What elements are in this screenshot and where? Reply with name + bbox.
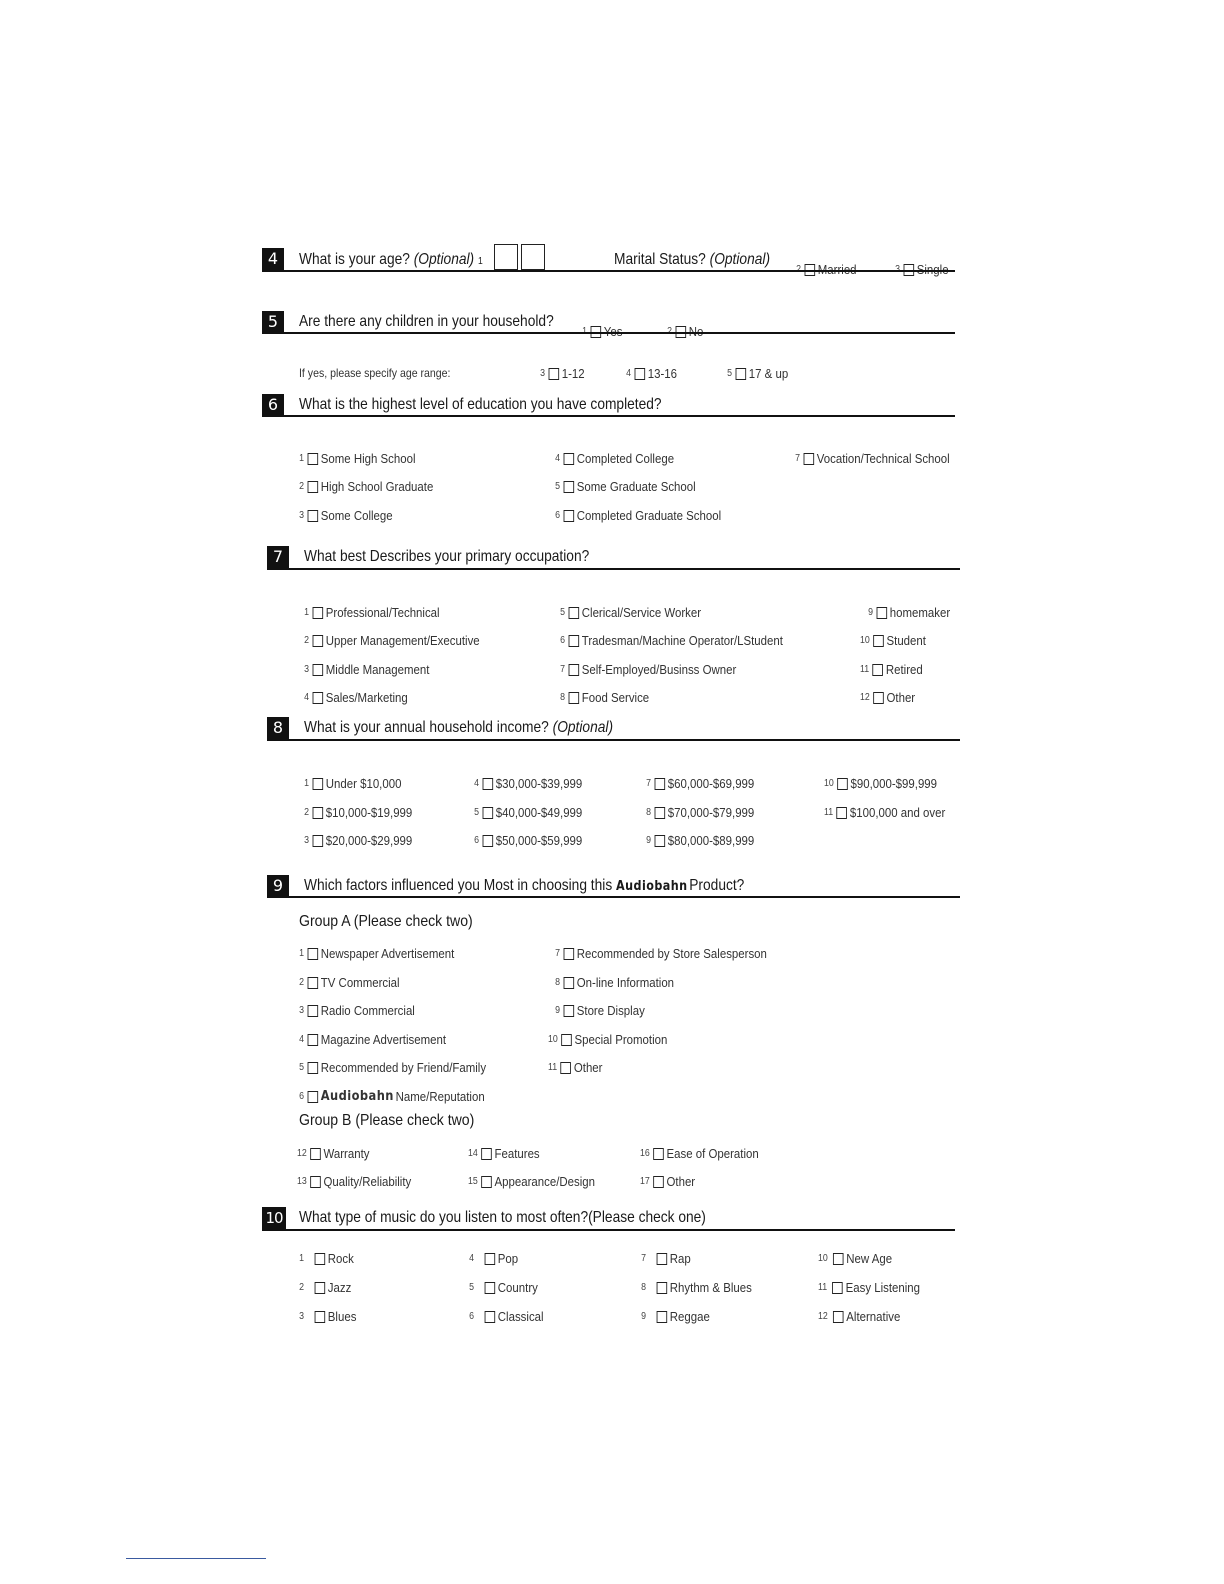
option-number: 4	[555, 453, 561, 464]
option-number: 3	[304, 835, 310, 846]
income-option[interactable]	[472, 776, 582, 791]
option-number: 10	[548, 1034, 558, 1045]
option-label: Other	[886, 690, 916, 705]
age-optional: (Optional)	[413, 251, 475, 268]
option-number: 9	[868, 607, 874, 618]
age-range-option-17-up[interactable]	[725, 366, 788, 381]
music-option[interactable]	[818, 1309, 900, 1324]
option-label: $20,000-$29,999	[325, 833, 413, 848]
age-digit-field-1[interactable]	[494, 244, 518, 270]
option-number: 1	[299, 948, 305, 959]
option-label: Some High School	[320, 451, 416, 466]
question-9-text	[304, 877, 744, 895]
factor-option[interactable]	[297, 1174, 411, 1189]
option-label: TV Commercial	[320, 975, 400, 990]
checkbox[interactable]	[313, 778, 324, 790]
music-option[interactable]	[639, 1251, 691, 1266]
checkbox[interactable]	[483, 807, 494, 819]
option-number: 4	[304, 692, 310, 703]
option-label: Some Graduate School	[576, 479, 696, 494]
question-4-text	[299, 251, 483, 269]
option-number: 1	[304, 778, 310, 789]
option-label: Self-Employed/Businss Owner	[581, 662, 737, 677]
option-number: 7	[646, 778, 652, 789]
education-option[interactable]	[553, 508, 721, 523]
checkbox[interactable]	[308, 1062, 319, 1074]
option-number: 6	[560, 635, 566, 646]
option-label: Under $10,000	[325, 776, 402, 791]
education-option[interactable]	[297, 479, 433, 494]
group-a-heading: Group A (Please check two)	[299, 913, 473, 930]
brand-logo-text: Audiobahn	[616, 879, 688, 894]
factor-option[interactable]	[297, 1146, 369, 1161]
option-number: 3	[304, 664, 310, 675]
checkbox[interactable]	[635, 368, 646, 380]
checkbox[interactable]	[313, 664, 324, 676]
factor-option[interactable]	[468, 1146, 540, 1161]
option-number: 4	[299, 1034, 305, 1045]
occupation-option[interactable]	[860, 633, 926, 648]
occupation-option[interactable]	[302, 633, 480, 648]
music-option[interactable]	[467, 1280, 538, 1295]
option-label: 13-16	[647, 366, 678, 381]
option-label: Appearance/Design	[494, 1174, 596, 1189]
question-5-text: Are there any children in your household?	[299, 313, 554, 330]
option-label: Clerical/Service Worker	[581, 605, 702, 620]
income-option[interactable]	[472, 805, 582, 820]
checkbox[interactable]	[832, 1282, 843, 1294]
option-label: Rap	[669, 1251, 691, 1266]
marital-question	[614, 251, 770, 269]
option-label: Rhythm & Blues	[669, 1280, 752, 1295]
option-number: 3	[299, 510, 305, 521]
q7-rule	[267, 568, 960, 570]
option-number: 7	[795, 453, 801, 464]
age-code: 1	[477, 256, 483, 267]
checkbox[interactable]	[313, 807, 324, 819]
factors-question: Which factors influenced you Most in choosing this	[304, 877, 613, 894]
option-label: Professional/Technical	[325, 605, 440, 620]
option-label: $80,000-$89,999	[667, 833, 755, 848]
checkbox[interactable]	[653, 1176, 664, 1188]
income-question: What is your annual household income?	[304, 719, 549, 736]
option-label: Other	[666, 1174, 696, 1189]
checkbox[interactable]	[485, 1311, 496, 1323]
q8-rule	[267, 739, 960, 741]
option-label: Easy Listening	[845, 1280, 921, 1295]
option-label: Pop	[497, 1251, 519, 1266]
checkbox[interactable]	[564, 1005, 575, 1017]
option-number: 10	[824, 778, 834, 789]
option-label: $10,000-$19,999	[325, 805, 413, 820]
marital-optional: (Optional)	[709, 251, 771, 268]
option-number: 9	[641, 1311, 647, 1322]
option-number: 8	[646, 807, 652, 818]
checkbox[interactable]	[485, 1282, 496, 1294]
option-label: Features	[494, 1146, 540, 1161]
footer-divider	[126, 1558, 266, 1559]
option-label: Tradesman/Machine Operator/LStudent	[581, 633, 783, 648]
option-number: 12	[860, 692, 870, 703]
option-label: Food Service	[581, 690, 650, 705]
checkbox[interactable]	[561, 1034, 572, 1046]
checkbox[interactable]	[873, 692, 884, 704]
option-label: Sales/Marketing	[325, 690, 408, 705]
checkbox[interactable]	[569, 692, 580, 704]
option-number: 4	[469, 1253, 475, 1264]
option-number: 9	[555, 1005, 561, 1016]
checkbox[interactable]	[308, 481, 319, 493]
option-number: 8	[555, 977, 561, 988]
factor-option[interactable]	[553, 1003, 645, 1018]
option-label: homemaker	[889, 605, 951, 620]
option-number: 2	[299, 977, 305, 988]
factor-option[interactable]	[553, 975, 674, 990]
option-number: 5	[560, 607, 566, 618]
option-label: Name/Reputation	[395, 1089, 485, 1104]
checkbox[interactable]	[483, 778, 494, 790]
music-option[interactable]	[818, 1251, 892, 1266]
occupation-option[interactable]	[302, 662, 429, 677]
question-6-text: What is the highest level of education you have completed?	[299, 396, 662, 413]
age-question: What is your age?	[299, 251, 410, 268]
q5-rule	[262, 332, 955, 334]
option-label: 17 & up	[748, 366, 789, 381]
option-number: 5	[474, 807, 480, 818]
checkbox[interactable]	[481, 1148, 492, 1160]
checkbox[interactable]	[485, 1253, 496, 1265]
option-number: 5	[299, 1062, 305, 1073]
question-7-text: What best Describes your primary occupation?	[304, 548, 590, 565]
education-option[interactable]	[297, 451, 416, 466]
option-label: New Age	[846, 1251, 893, 1266]
question-10-number: 10	[262, 1207, 286, 1229]
checkbox[interactable]	[655, 778, 666, 790]
option-label: Country	[497, 1280, 538, 1295]
checkbox[interactable]	[569, 607, 580, 619]
option-number: 2	[304, 807, 310, 818]
occupation-option[interactable]	[860, 662, 923, 677]
option-number: 2	[299, 481, 305, 492]
option-number: 5	[727, 368, 733, 379]
option-number: 5	[469, 1282, 475, 1293]
option-label: Recommended by Store Salesperson	[576, 946, 767, 961]
option-number: 7	[641, 1253, 647, 1264]
option-label: Vocation/Technical School	[816, 451, 950, 466]
checkbox[interactable]	[564, 481, 575, 493]
checkbox[interactable]	[561, 1062, 572, 1074]
option-number: 12	[297, 1148, 307, 1159]
option-label: Other	[573, 1060, 603, 1075]
checkbox[interactable]	[837, 807, 848, 819]
education-option[interactable]	[297, 508, 393, 523]
option-number: 6	[555, 510, 561, 521]
option-number: 14	[468, 1148, 478, 1159]
option-label: Middle Management	[325, 662, 430, 677]
checkbox[interactable]	[653, 1148, 664, 1160]
income-option[interactable]	[302, 776, 401, 791]
option-label: Jazz	[327, 1280, 352, 1295]
income-option[interactable]	[302, 833, 412, 848]
factor-option[interactable]	[297, 1060, 486, 1075]
checkbox[interactable]	[564, 453, 575, 465]
checkbox[interactable]	[313, 835, 324, 847]
factor-option[interactable]	[297, 1089, 485, 1104]
option-label: $100,000 and over	[849, 805, 946, 820]
option-number: 1	[299, 453, 305, 464]
income-option[interactable]	[644, 805, 754, 820]
checkbox[interactable]	[833, 1253, 844, 1265]
option-label: Newspaper Advertisement	[320, 946, 455, 961]
income-option[interactable]	[824, 805, 945, 820]
option-label: High School Graduate	[320, 479, 434, 494]
brand-logo-text: Audiobahn	[320, 1089, 394, 1104]
marital-question-label: Marital Status?	[614, 251, 706, 268]
checkbox[interactable]	[308, 977, 319, 989]
checkbox[interactable]	[308, 948, 319, 960]
checkbox[interactable]	[564, 977, 575, 989]
checkbox[interactable]	[657, 1253, 668, 1265]
occupation-option[interactable]	[860, 690, 915, 705]
option-number: 11	[860, 664, 870, 675]
option-number: 5	[555, 481, 561, 492]
age-digit-field-2[interactable]	[521, 244, 545, 270]
question-10-text: What type of music do you listen to most often?(Please check one)	[299, 1209, 706, 1226]
checkbox[interactable]	[313, 635, 324, 647]
option-number: 7	[555, 948, 561, 959]
checkbox[interactable]	[837, 778, 848, 790]
income-option[interactable]	[644, 776, 754, 791]
age-range-option-13-16[interactable]	[624, 366, 677, 381]
option-number: 3	[299, 1311, 305, 1322]
option-label: $40,000-$49,999	[495, 805, 583, 820]
checkbox[interactable]	[308, 1091, 319, 1103]
checkbox[interactable]	[569, 635, 580, 647]
checkbox[interactable]	[310, 1148, 321, 1160]
checkbox[interactable]	[655, 835, 666, 847]
option-label: Blues	[327, 1309, 357, 1324]
option-label: Alternative	[846, 1309, 901, 1324]
option-number: 1	[299, 1253, 305, 1264]
question-4-number: 4	[262, 248, 284, 270]
option-label: Completed College	[576, 451, 675, 466]
option-number: 12	[818, 1311, 828, 1322]
option-label: Classical	[497, 1309, 544, 1324]
option-number: 11	[548, 1062, 558, 1073]
income-option[interactable]	[472, 833, 582, 848]
option-number: 9	[646, 835, 652, 846]
occupation-option[interactable]	[558, 690, 649, 705]
option-number: 3	[540, 368, 546, 379]
checkbox[interactable]	[833, 1311, 844, 1323]
q10-rule	[262, 1229, 955, 1231]
option-number: 10	[818, 1253, 828, 1264]
music-option[interactable]	[639, 1280, 752, 1295]
q4-rule	[262, 270, 955, 272]
checkbox[interactable]	[564, 948, 575, 960]
checkbox[interactable]	[308, 453, 319, 465]
option-label: Magazine Advertisement	[320, 1032, 447, 1047]
option-label: Special Promotion	[574, 1032, 668, 1047]
option-number: 11	[824, 807, 834, 818]
q6-rule	[262, 415, 955, 417]
option-number: 8	[641, 1282, 647, 1293]
option-number: 4	[626, 368, 632, 379]
checkbox[interactable]	[877, 607, 888, 619]
option-label: Warranty	[323, 1146, 370, 1161]
checkbox[interactable]	[315, 1311, 326, 1323]
option-number: 11	[818, 1282, 828, 1293]
factor-option[interactable]	[297, 975, 400, 990]
checkbox[interactable]	[804, 453, 815, 465]
music-option[interactable]	[297, 1309, 356, 1324]
education-option[interactable]	[553, 479, 696, 494]
option-label: Student	[886, 633, 926, 648]
factor-option[interactable]	[640, 1174, 695, 1189]
checkbox[interactable]	[315, 1282, 326, 1294]
music-option[interactable]	[467, 1251, 518, 1266]
option-label: $70,000-$79,999	[667, 805, 755, 820]
checkbox[interactable]	[655, 807, 666, 819]
question-6-number: 6	[262, 394, 284, 416]
music-option[interactable]	[297, 1280, 351, 1295]
option-label: 1-12	[561, 366, 585, 381]
education-option[interactable]	[553, 451, 674, 466]
q9-rule	[267, 896, 960, 898]
question-8-text	[304, 719, 613, 737]
checkbox[interactable]	[315, 1253, 326, 1265]
option-label: $60,000-$69,999	[667, 776, 755, 791]
music-option[interactable]	[297, 1251, 354, 1266]
music-option[interactable]	[467, 1309, 544, 1324]
option-label: Completed Graduate School	[576, 508, 722, 523]
income-optional: (Optional)	[552, 719, 614, 736]
question-9-number: 9	[267, 875, 289, 897]
checkbox[interactable]	[873, 664, 884, 676]
option-number: 10	[860, 635, 870, 646]
option-label: Reggae	[669, 1309, 710, 1324]
question-8-number: 8	[267, 717, 289, 739]
group-b-heading: Group B (Please check two)	[299, 1112, 475, 1129]
checkbox[interactable]	[736, 368, 747, 380]
checkbox[interactable]	[308, 510, 319, 522]
option-label: $50,000-$59,999	[495, 833, 583, 848]
checkbox[interactable]	[569, 664, 580, 676]
checkbox[interactable]	[564, 510, 575, 522]
option-label: Ease of Operation	[666, 1146, 759, 1161]
occupation-option[interactable]	[558, 662, 736, 677]
occupation-option[interactable]	[558, 633, 783, 648]
option-label: Radio Commercial	[320, 1003, 415, 1018]
factor-option[interactable]	[297, 1003, 415, 1018]
question-5-number: 5	[262, 311, 284, 333]
option-label: Quality/Reliability	[323, 1174, 412, 1189]
option-number: 6	[299, 1091, 305, 1102]
question-7-number: 7	[267, 546, 289, 568]
option-label: On-line Information	[576, 975, 675, 990]
option-number: 6	[474, 835, 480, 846]
factor-option[interactable]	[297, 1032, 446, 1047]
checkbox[interactable]	[549, 368, 560, 380]
option-label: Rock	[327, 1251, 354, 1266]
option-number: 2	[304, 635, 310, 646]
age-range-option-1-12[interactable]	[538, 366, 585, 381]
age-range-label: If yes, please specify age range:	[299, 366, 451, 380]
checkbox[interactable]	[308, 1034, 319, 1046]
music-option[interactable]	[818, 1280, 920, 1295]
option-number: 2	[299, 1282, 305, 1293]
option-label: $30,000-$39,999	[495, 776, 583, 791]
checkbox[interactable]	[483, 835, 494, 847]
option-label: Upper Management/Executive	[325, 633, 480, 648]
occupation-option[interactable]	[866, 605, 950, 620]
music-option[interactable]	[639, 1309, 710, 1324]
checkbox[interactable]	[308, 1005, 319, 1017]
factor-option[interactable]	[553, 946, 767, 961]
option-number: 7	[560, 664, 566, 675]
option-label: Retired	[885, 662, 923, 677]
factors-question-end: Product?	[689, 877, 745, 894]
option-label: $90,000-$99,999	[850, 776, 938, 791]
education-option[interactable]	[793, 451, 950, 466]
occupation-option[interactable]	[558, 605, 701, 620]
factor-option[interactable]	[548, 1060, 602, 1075]
income-option[interactable]	[644, 833, 754, 848]
factor-option[interactable]	[640, 1146, 759, 1161]
factor-option[interactable]	[468, 1174, 595, 1189]
checkbox[interactable]	[310, 1176, 321, 1188]
option-number: 13	[297, 1176, 307, 1187]
checkbox[interactable]	[873, 635, 884, 647]
option-number: 6	[469, 1311, 475, 1322]
income-option[interactable]	[302, 805, 412, 820]
factor-option[interactable]	[548, 1032, 667, 1047]
occupation-option[interactable]	[302, 605, 440, 620]
option-label: Store Display	[576, 1003, 645, 1018]
option-label: Recommended by Friend/Family	[320, 1060, 487, 1075]
checkbox[interactable]	[313, 607, 324, 619]
option-number: 17	[640, 1176, 650, 1187]
option-number: 8	[560, 692, 566, 703]
checkbox[interactable]	[313, 692, 324, 704]
option-label: Some College	[320, 508, 393, 523]
option-number: 15	[468, 1176, 478, 1187]
checkbox[interactable]	[657, 1311, 668, 1323]
occupation-option[interactable]	[302, 690, 408, 705]
option-number: 3	[299, 1005, 305, 1016]
option-number: 1	[304, 607, 310, 618]
option-number: 16	[640, 1148, 650, 1159]
checkbox[interactable]	[657, 1282, 668, 1294]
factor-option[interactable]	[297, 946, 454, 961]
income-option[interactable]	[824, 776, 937, 791]
option-number: 4	[474, 778, 480, 789]
checkbox[interactable]	[481, 1176, 492, 1188]
